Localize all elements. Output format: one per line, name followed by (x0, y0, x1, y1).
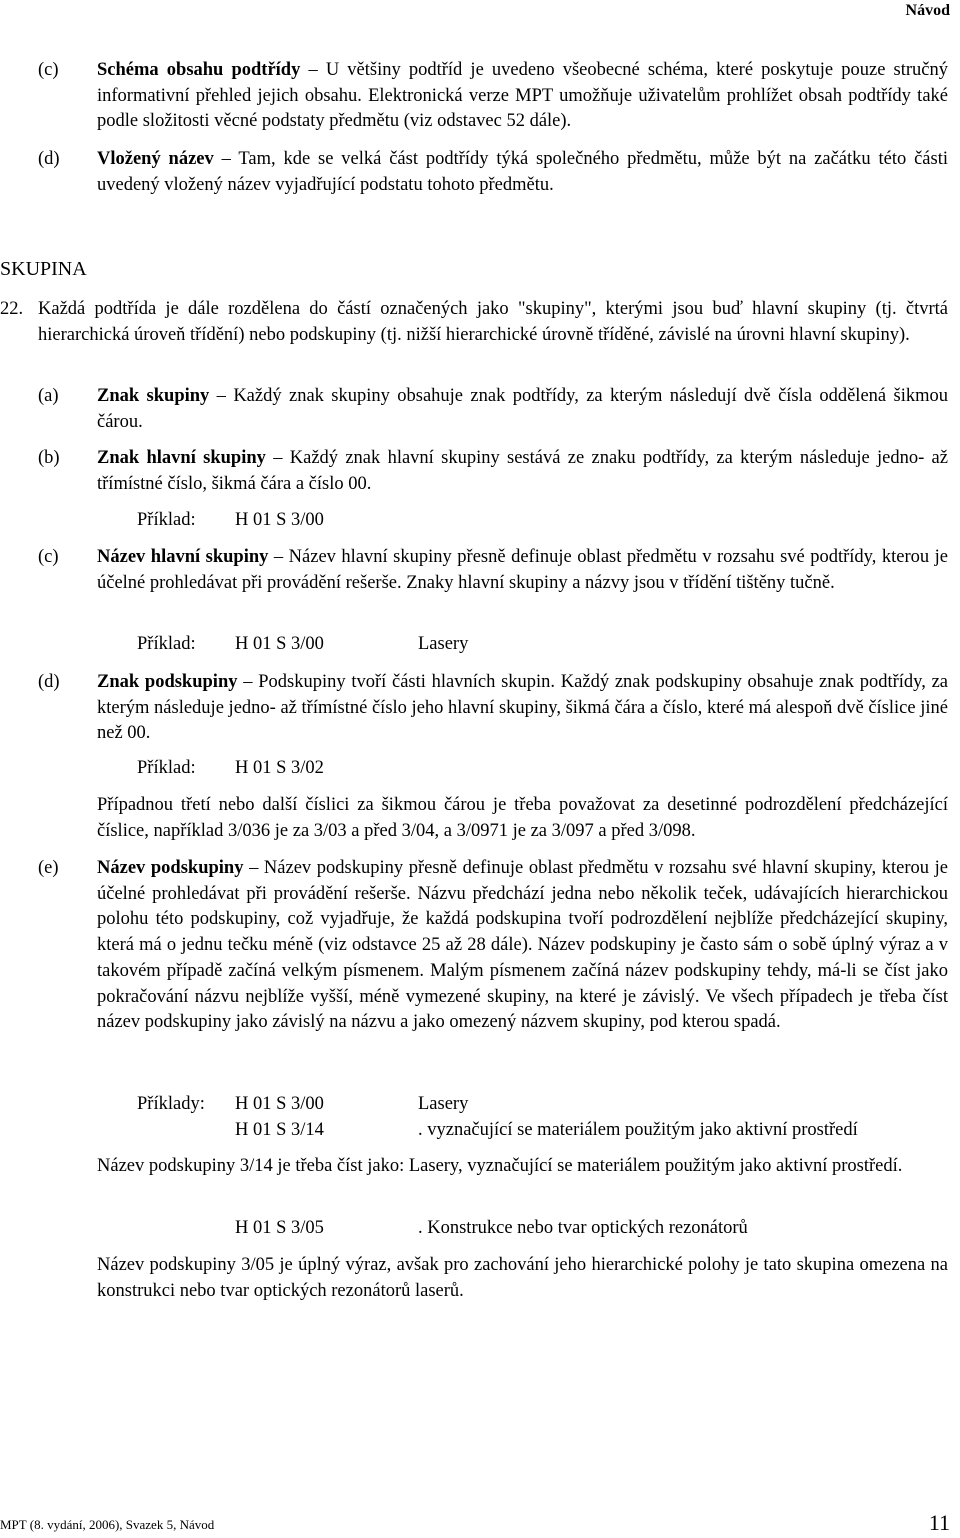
note-305: Název podskupiny 3/05 je úplný výraz, avšak pro zachování jeho hierarchické polohy je tato skupina omezena na konstrukci nebo tvar optických rezonátorů laserů. (97, 1255, 948, 1301)
page-number: 11 (928, 1510, 950, 1535)
item-e: (e) Název podskupiny – Název podskupiny přesně definuje oblast předmětu v rozsahu své hlavní skupiny, kterou je účelné prohledávat při provádění rešerše. Názvu předchází jedna nebo několik teček, udávajících hierarchickou polohu této podskupiny, což vyjadřuje, že každá podskupina tvoří podrozdělení nejblíže předcházející skupiny, která má o jednu tečku méně (viz odstavce 25 až 28 dále). Název podskupiny je často sám o sobě úplný výraz a v takovém případě začíná velkým písmenem. Malým písmenem začíná název podskupiny tehdy, má-li se číst jako pokračování názvu nejblíže vyšší, méně vymezené skupiny, na které je závislý. Ve všech případech je třeba číst název podskupiny jako závislý na názvu a jako omezený názvem skupiny, pod kterou spadá. (38, 858, 949, 1033)
item-b: (b) Znak hlavní skupiny – Každý znak hlavní skupiny sestává ze znaku podtřídy, za kterým následuje jedno- až třímístné číslo, šikmá čára a číslo 00. (38, 448, 948, 494)
section-title: SKUPINA (0, 258, 87, 280)
item-d-znak: (d) Znak podskupiny – Podskupiny tvoří části hlavních skupin. Každý znak podskupiny obsahuje znak podtřídy, za kterým následuje jedno- až třímístné číslo jeho hlavní skupiny, šikmá čára a číslo, které má alespoň dvě číslice jiné než 00. (38, 672, 948, 744)
item-c-nazev: (c) Název hlavní skupiny – Název hlavní skupiny přesně definuje oblast předmětu v rozsahu své podtřídy, kterou je účelné prohledávat při provádění rešerše. Znaky hlavní skupiny a názvy jsou v třídění tištěny tučně. (38, 547, 948, 593)
footer: MPT (8. vydání, 2006), Svazek 5, Návod (0, 1517, 215, 1532)
item-a: (a) Znak skupiny – Každý znak skupiny obsahuje znak podtřídy, za kterým následují dvě čísla oddělená šikmou čárou. (38, 386, 948, 432)
term: Vložený název (97, 149, 214, 169)
term: Schéma obsahu podtřídy (97, 60, 301, 80)
note-decimal: Případnou třetí nebo další číslici za šikmou čárou je třeba považovat za desetinné podrozdělení předcházející číslice, například 3/036 je za 3/03 a před 3/04, a 3/0971 je za 3/097 a před 3/098. (97, 795, 948, 841)
running-header: Návod (905, 2, 950, 19)
note-314: Název podskupiny 3/14 je třeba číst jako: Lasery, vyznačující se materiálem použitým jako aktivní prostředí. (97, 1156, 903, 1176)
item-c-schema: (c) Schéma obsahu podtřídy – U většiny podtříd je uvedeno všeobecné schéma, které poskytuje pouze stručný informativní přehled jejich obsahu. Elektronická verze MPT umožňuje uživatelům prohlížet obsah podtřídy také podle složitosti věcné podstaty předmětu (viz odstavec 52 dále). (38, 60, 948, 132)
item-d-vlozeny: (d) Vložený název – Tam, kde se velká část podtřídy týká společného předmětu, může být na začátku této části uvedený vložený název vyjadřující podstatu tohoto předmětu. (38, 149, 948, 195)
paragraph-22: 22. Každá podtřída je dále rozdělena do částí označených jako "skupiny", kterými jsou buď hlavní skupiny (tj. čtvrtá hierarchická úroveň třídění) nebo podskupiny (tj. nižší hierarchické úrovně tříděné, závislé na úrovni hlavní skupiny). (0, 299, 948, 345)
